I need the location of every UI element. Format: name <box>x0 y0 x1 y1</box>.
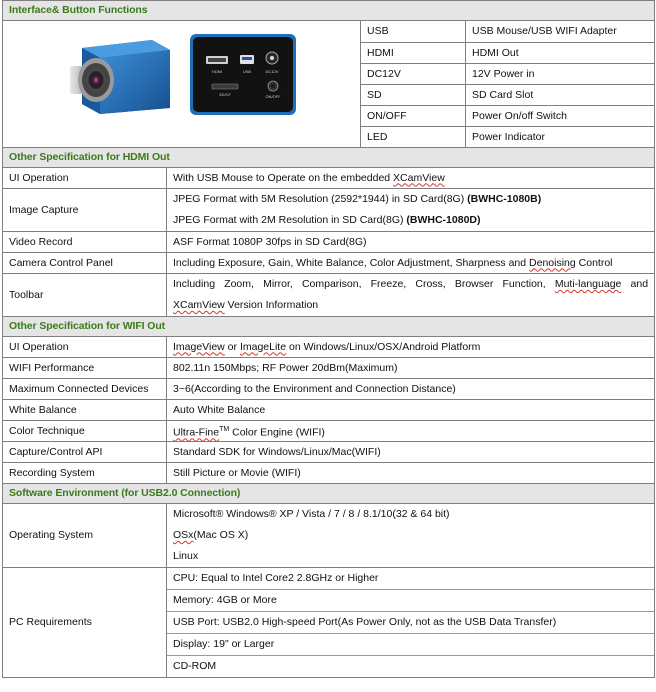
spec-label: Maximum Connected Devices <box>3 379 167 400</box>
interface-value: Power Indicator <box>466 127 655 148</box>
spec-label: WIFI Performance <box>3 358 167 379</box>
spec-text: With USB Mouse to Operate on the embedded <box>173 171 394 184</box>
spec-text: XCamView <box>173 299 225 311</box>
spec-line: Memory: 4GB or More <box>167 589 654 611</box>
spec-line <box>173 274 648 295</box>
spec-line: CPU: Equal to Intel Core2 2.8GHz or Higher <box>173 572 379 584</box>
interface-value: USB Mouse/USB WIFI Adapter <box>466 21 655 43</box>
spec-value <box>167 168 655 189</box>
spec-value: Still Picture or Movie (WIFI) <box>167 463 655 484</box>
spec-text: JPEG Format with 5M Resolution (2592*1944) in SD Card(8G) <box>173 193 468 205</box>
section-header-hdmi <box>3 148 655 168</box>
spec-sheet <box>2 0 654 678</box>
spec-value <box>167 253 655 274</box>
spec-value: Standard SDK for Windows/Linux/Mac(WIFI) <box>167 442 655 463</box>
spec-text: on Windows/Linux/OSX/Android Platform <box>286 340 481 353</box>
section-title: Other Specification for HDMI Out <box>3 148 655 168</box>
spec-value <box>167 504 655 568</box>
hdmi-port-label: HDMI <box>211 69 223 74</box>
spec-line: Display: 19" or Larger <box>167 633 654 655</box>
spec-label: Color Technique <box>3 421 167 442</box>
spec-line <box>173 295 648 316</box>
interface-key: ON/OFF <box>361 106 466 127</box>
spec-value: ASF Format 1080P 30fps in SD Card(8G) <box>167 232 655 253</box>
spec-label: PC Requirements <box>3 568 167 678</box>
spec-value <box>167 421 655 442</box>
spec-value <box>167 189 655 232</box>
section-title: Software Environment (for USB2.0 Connection) <box>3 484 655 504</box>
spec-text: (Mac OS X) <box>193 529 249 541</box>
section-header-software <box>3 484 655 504</box>
spec-line <box>173 525 648 546</box>
spec-text: Including Exposure, Gain, White Balance, Color Adjustment, Sharpness and <box>173 256 530 269</box>
spec-value: Auto White Balance <box>167 400 655 421</box>
spec-line: CD-ROM <box>167 655 654 677</box>
spec-text: Version Information <box>224 299 319 311</box>
interface-key: LED <box>361 127 466 148</box>
spec-label: UI Operation <box>3 168 167 189</box>
interface-key: SD <box>361 85 466 106</box>
camera-front-image <box>70 34 175 116</box>
interface-key: DC12V <box>361 64 466 85</box>
spec-value <box>167 274 655 317</box>
interface-key: USB <box>361 21 466 43</box>
section-title: Other Specification for WIFI Out <box>3 317 655 337</box>
interface-value: Power On/off Switch <box>466 106 655 127</box>
spec-value: 802.11n 150Mbps; RF Power 20dBm(Maximum) <box>167 358 655 379</box>
spec-text: and <box>621 278 649 290</box>
section-header-wifi <box>3 317 655 337</box>
spec-line: Microsoft® Windows® XP / Vista / 7 / 8 / 8.1/10(32 & 64 bit) <box>173 508 450 520</box>
spec-label: Capture/Control API <box>3 442 167 463</box>
spec-text: Control <box>575 256 613 269</box>
spec-text: Ultra-Fine <box>173 426 220 439</box>
spec-text: ImageView <box>173 340 225 353</box>
spec-label: Camera Control Panel <box>3 253 167 274</box>
interface-key: HDMI <box>361 43 466 64</box>
spec-text: Color Engine (WIFI) <box>229 426 325 439</box>
spec-text: JPEG Format with 2M Resolution in SD Card(8G) <box>173 214 407 226</box>
spec-label: UI Operation <box>3 337 167 358</box>
camera-back-image <box>190 34 296 115</box>
spec-value <box>167 337 655 358</box>
spec-line: Linux <box>173 550 199 562</box>
interface-value: HDMI Out <box>466 43 655 64</box>
spec-label: Video Record <box>3 232 167 253</box>
spec-text: Muti-language <box>554 278 622 290</box>
spec-label: Operating System <box>3 504 167 568</box>
spec-value <box>167 568 655 678</box>
onoff-switch-label: ON/OFF <box>265 94 281 99</box>
spec-label: White Balance <box>3 400 167 421</box>
spec-text: or <box>224 340 240 353</box>
interface-value: 12V Power in <box>466 64 655 85</box>
spec-label: Image Capture <box>3 189 167 232</box>
spec-text: Including Zoom, Mirror, Comparison, Freeze, Cross, Browser Function, <box>173 278 555 290</box>
spec-label: Toolbar <box>3 274 167 317</box>
spec-line: USB Port: USB2.0 High-speed Port(As Power Only, not as the USB Data Transfer) <box>167 611 654 633</box>
camera-photos <box>3 21 361 148</box>
spec-table <box>2 0 655 678</box>
sd-slot-label: SD/CF <box>219 92 231 97</box>
spec-text: XCamView <box>393 171 445 184</box>
interface-value: SD Card Slot <box>466 85 655 106</box>
spec-text: Denoising <box>529 256 576 269</box>
spec-value: 3~6(According to the Environment and Connection Distance) <box>167 379 655 400</box>
spec-text: OSx <box>173 529 194 541</box>
model-code: (BWHC-1080B) <box>467 193 542 205</box>
spec-text: ImageLite <box>239 340 287 353</box>
spec-line <box>173 210 648 231</box>
usb-port-label: USB <box>242 69 252 74</box>
trademark-mark: TM <box>219 425 230 433</box>
section-title: Interface& Button Functions <box>3 1 655 21</box>
model-code: (BWHC-1080D) <box>406 214 481 226</box>
dc-port-label: DC12V <box>265 69 279 74</box>
spec-label: Recording System <box>3 463 167 484</box>
spec-line <box>173 189 648 210</box>
section-header-interface <box>3 1 655 21</box>
